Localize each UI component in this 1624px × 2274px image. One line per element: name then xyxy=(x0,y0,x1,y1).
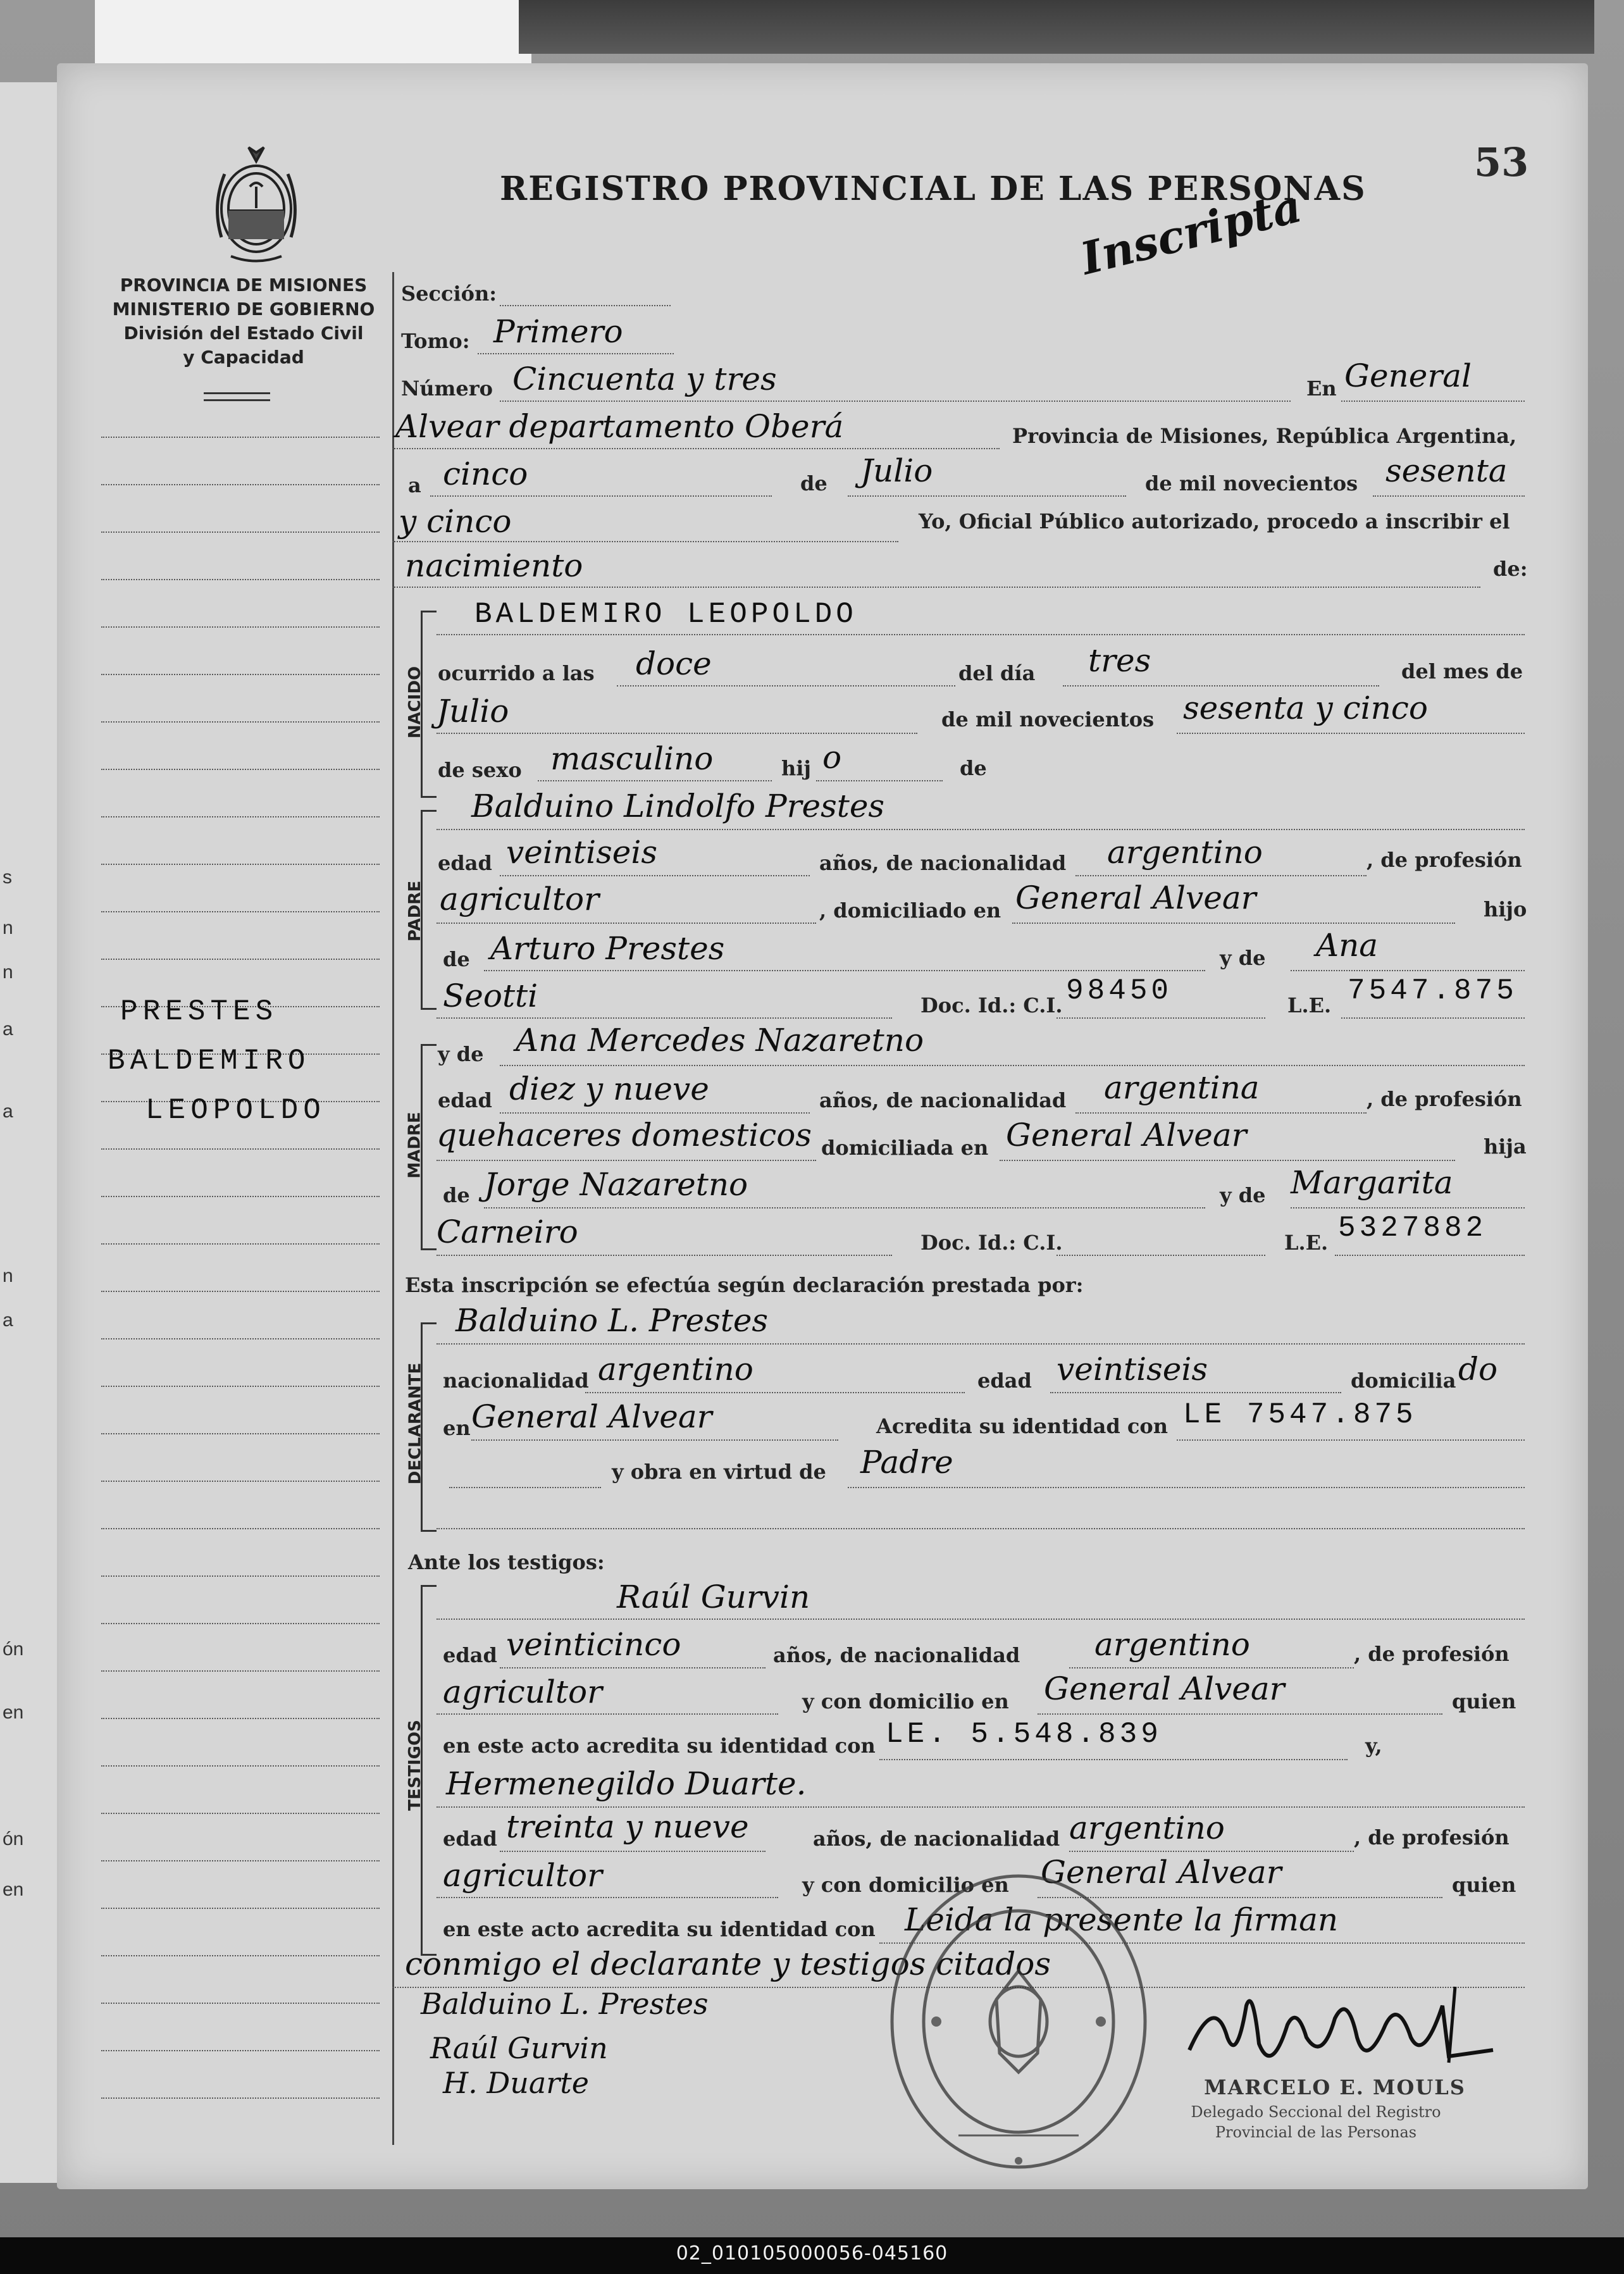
margin-given-name: BALDEMIRO xyxy=(108,1045,311,1078)
label-t2-profesion: , de profesión xyxy=(1354,1825,1509,1849)
field-decl-nac: argentino xyxy=(598,1351,753,1388)
line-padre-prof xyxy=(437,923,816,924)
line-decl-virtud xyxy=(848,1487,1525,1488)
line-madre-madre-a xyxy=(1291,1207,1525,1208)
field-madre-dom: General Alvear xyxy=(1006,1117,1247,1153)
label-y-de-madre: y de xyxy=(438,1042,484,1066)
label-decl-edad: edad xyxy=(977,1369,1032,1393)
field-padre-edad: veintiseis xyxy=(506,834,658,871)
line-decl-en xyxy=(471,1439,838,1441)
field-decl-doc: LE 7547.875 xyxy=(1183,1398,1417,1431)
label-t1-anos-nac: años, de nacionalidad xyxy=(773,1643,1020,1667)
label-t1-y: y, xyxy=(1365,1734,1382,1758)
field-tomo: Primero xyxy=(493,313,623,350)
field-sexo: masculino xyxy=(550,740,714,777)
line-t1-prof xyxy=(437,1713,778,1715)
field-decl-virtud: Padre xyxy=(860,1444,953,1481)
field-t1-nombre: Raúl Gurvin xyxy=(617,1579,810,1615)
label-hij: hij xyxy=(781,756,811,780)
line-dia-nac xyxy=(1063,685,1379,687)
line-decl-doc xyxy=(1177,1439,1525,1441)
label-hija: hija xyxy=(1484,1134,1527,1159)
label-decl-nacionalidad: nacionalidad xyxy=(443,1369,589,1393)
label-numero: Número xyxy=(401,376,493,401)
line-anio-b xyxy=(392,541,898,542)
division-line-1: División del Estado Civil xyxy=(123,323,364,344)
line-padre-nombre xyxy=(437,829,1525,830)
field-padre-dom: General Alvear xyxy=(1015,879,1256,916)
field-madre-edad: diez y nueve xyxy=(509,1071,709,1107)
field-decl-nombre: Balduino L. Prestes xyxy=(456,1302,769,1339)
line-sexo xyxy=(538,780,772,781)
field-madre-padre: Jorge Nazaretno xyxy=(484,1166,748,1203)
line-t1-nac xyxy=(1069,1667,1354,1668)
line-padre-madre-a xyxy=(1291,970,1525,971)
field-padre-padre: Arturo Prestes xyxy=(490,930,725,967)
label-decl-domicilia: domicilia xyxy=(1351,1369,1456,1393)
official-title-line-1: Delegado Seccional del Registro xyxy=(1191,2103,1441,2121)
line-hora xyxy=(617,685,955,687)
label-provincia: Provincia de Misiones, República Argentina, xyxy=(1012,424,1517,448)
ministry-name: MINISTERIO DE GOBIERNO xyxy=(112,299,375,320)
label-hijo: hijo xyxy=(1484,897,1527,921)
label-padre-doc-ci: Doc. Id.: C.I. xyxy=(920,993,1063,1017)
field-t1-dom: General Alvear xyxy=(1044,1670,1285,1707)
label-decl-en: en xyxy=(443,1416,471,1440)
label-seccion: Sección: xyxy=(401,282,497,306)
label-y-de-madre-madre: y de xyxy=(1220,1183,1266,1207)
field-padre-prof: agricultor xyxy=(440,881,600,917)
line-tomo xyxy=(478,353,674,354)
line-t1-doc xyxy=(879,1759,1348,1760)
label-esta-inscripcion: Esta inscripción se efectúa según declaración prestada por: xyxy=(405,1273,1084,1297)
line-t1-nombre xyxy=(437,1619,1525,1620)
line-madre-madre-b xyxy=(437,1255,892,1256)
line-padre-edad xyxy=(500,875,810,876)
label-en: En xyxy=(1306,376,1337,401)
label-padre-edad: edad xyxy=(438,851,492,875)
field-t2-dom: General Alvear xyxy=(1041,1854,1282,1891)
field-padre-nombre: Balduino Lindolfo Prestes xyxy=(471,788,885,824)
line-t2-edad xyxy=(500,1851,766,1852)
field-madre-le: 5327882 xyxy=(1338,1212,1487,1245)
signature-testigo-1: Raúl Gurvin xyxy=(430,2031,608,2065)
label-madre-profesion: , de profesión xyxy=(1367,1087,1522,1111)
label-decl-y-obra: y obra en virtud de xyxy=(612,1460,826,1484)
label-padre-le: L.E. xyxy=(1287,993,1332,1017)
field-anio-a: sesenta xyxy=(1385,452,1508,489)
line-numero xyxy=(500,401,1291,402)
official-seal-icon xyxy=(883,1863,1155,2180)
line-padre-ci xyxy=(1057,1017,1265,1019)
field-madre-nombre: Ana Mercedes Nazaretno xyxy=(516,1022,924,1059)
label-t1-profesion: , de profesión xyxy=(1354,1642,1509,1666)
field-decl-edad: veintiseis xyxy=(1057,1351,1208,1388)
label-domiciliada: domiciliada en xyxy=(821,1136,989,1160)
label-de-padres: de xyxy=(960,756,987,780)
line-seccion xyxy=(500,305,671,306)
inscribed-stamp: Inscripta xyxy=(1075,179,1307,285)
label-decl-acredita: Acredita su identidad con xyxy=(876,1414,1168,1438)
closing-line-b: conmigo el declarante y testigos citados xyxy=(405,1946,1051,1982)
line-padre-le xyxy=(1341,1017,1525,1019)
field-anio-b: y cinco xyxy=(399,503,512,540)
label-a: a xyxy=(408,473,421,497)
line-t2-prof xyxy=(437,1897,778,1898)
line-madre-padre xyxy=(484,1207,1205,1208)
line-t2-nombre xyxy=(437,1806,1525,1808)
field-padre-nac: argentino xyxy=(1107,834,1263,871)
field-mes-nac: Julio xyxy=(437,693,509,730)
field-en-place: General xyxy=(1344,357,1472,394)
field-anio-nac: sesenta y cinco xyxy=(1183,690,1428,726)
label-domiciliado: , domiciliado en xyxy=(819,898,1001,923)
signature-testigo-2: H. Duarte xyxy=(443,2066,589,2100)
official-title xyxy=(1132,2102,1499,2142)
field-nombre-nacido: BALDEMIRO LEOPOLDO xyxy=(474,598,857,631)
line-padre-dom xyxy=(1012,923,1455,924)
label-de-mes: de xyxy=(800,471,827,495)
label-y-de-padre: y de xyxy=(1220,946,1266,970)
label-t1-quien: quien xyxy=(1452,1689,1516,1713)
margin-middle-name: LEOPOLDO xyxy=(146,1094,326,1127)
field-decl-dom-suffix: do xyxy=(1458,1351,1498,1388)
line-madre-ci xyxy=(1057,1255,1265,1256)
book-spine-edge xyxy=(519,0,1594,54)
line-mes xyxy=(848,495,1126,497)
line-t2-nac xyxy=(1069,1851,1354,1852)
margin-surname: PRESTES xyxy=(120,995,278,1028)
argentine-coat-of-arms-icon xyxy=(206,142,307,269)
field-madre-nac: argentina xyxy=(1104,1069,1260,1106)
label-padre-anos-nac: años, de nacionalidad xyxy=(819,851,1067,875)
page-number: 53 xyxy=(1474,139,1529,185)
field-padre-le: 7547.875 xyxy=(1348,974,1518,1007)
field-madre-prof: quehaceres domesticos xyxy=(437,1117,812,1153)
label-t2-quien: quien xyxy=(1452,1873,1516,1897)
field-dia-nac: tres xyxy=(1088,642,1151,679)
label-del-mes: del mes de xyxy=(1401,659,1523,683)
label-madre-edad: edad xyxy=(438,1088,492,1112)
line-decl-blank xyxy=(437,1528,1525,1529)
field-t1-nac: argentino xyxy=(1094,1626,1250,1663)
field-madre-madre-a: Margarita xyxy=(1291,1164,1453,1201)
line-anio-nac xyxy=(1177,733,1525,734)
label-t2-con-domicilio: y con domicilio en xyxy=(802,1873,1009,1897)
label-ocurrido: ocurrido a las xyxy=(438,661,595,685)
line-madre-nombre xyxy=(500,1065,1525,1066)
image-identifier: 02_010105000056-045160 xyxy=(676,2242,948,2265)
label-t1-con-domicilio: y con domicilio en xyxy=(802,1689,1009,1713)
line-madre-le xyxy=(1335,1255,1525,1256)
field-hij-suffix: o xyxy=(822,739,842,776)
label-yo-oficial: Yo, Oficial Público autorizado, procedo a inscribir el xyxy=(919,509,1510,533)
margin-index-name xyxy=(108,987,326,1135)
label-t2-en-este-acto: en este acto acredita su identidad con xyxy=(443,1917,876,1941)
line-mes-nac xyxy=(437,733,917,734)
label-tomo: Tomo: xyxy=(401,329,470,353)
field-hora: doce xyxy=(636,645,712,682)
field-mes: Julio xyxy=(860,452,933,489)
line-madre-edad xyxy=(500,1112,810,1114)
ministry-heading xyxy=(95,273,392,370)
field-padre-ci: 98450 xyxy=(1066,974,1173,1007)
label-ante-testigos: Ante los testigos: xyxy=(408,1550,605,1574)
line-padre-padre xyxy=(484,970,1205,971)
label-de-mil-novecientos: de mil novecientos xyxy=(1145,471,1358,495)
field-t2-nac: argentino xyxy=(1069,1810,1225,1846)
field-t2-nombre: Hermenegildo Duarte. xyxy=(446,1765,807,1802)
label-de-madre-padre: de xyxy=(443,1183,470,1207)
section-label-madre: MADRE xyxy=(406,1112,425,1179)
field-decl-en: General Alvear xyxy=(471,1398,712,1435)
field-place-continued: Alvear departamento Oberá xyxy=(395,408,844,445)
label-de-colon: de: xyxy=(1493,557,1528,581)
field-acto: nacimiento xyxy=(405,547,583,584)
line-decl-edad xyxy=(1050,1392,1341,1393)
label-de-padre-padre: de xyxy=(443,947,470,971)
line-decl-nombre xyxy=(437,1343,1525,1345)
field-t1-edad: veinticinco xyxy=(506,1626,681,1663)
closing-line-a: Leida la presente la firman xyxy=(905,1901,1339,1938)
official-name: MARCELO E. MOULS xyxy=(1204,2075,1466,2099)
field-numero: Cincuenta y tres xyxy=(512,361,777,397)
line-anio-a xyxy=(1373,495,1525,497)
label-t2-edad: edad xyxy=(443,1827,497,1851)
official-signature-icon xyxy=(1177,1968,1506,2082)
field-dia: cinco xyxy=(443,456,528,492)
top-paper-strip xyxy=(95,0,531,70)
division-line-2: y Capacidad xyxy=(183,347,304,368)
label-del-dia: del día xyxy=(958,661,1036,685)
section-label-nacido: NACIDO xyxy=(406,666,425,739)
field-t1-doc: LE. 5.548.839 xyxy=(886,1718,1162,1751)
line-acto xyxy=(392,587,1480,588)
field-madre-madre-b: Carneiro xyxy=(437,1214,578,1250)
signature-declarante: Balduino L. Prestes xyxy=(421,1987,709,2021)
section-label-testigos: TESTIGOS xyxy=(406,1720,425,1811)
margin-divider xyxy=(392,272,394,2145)
label-t1-edad: edad xyxy=(443,1643,497,1667)
label-madre-le: L.E. xyxy=(1284,1231,1329,1255)
registry-title: REGISTRO PROVINCIAL DE LAS PERSONAS xyxy=(500,170,1367,208)
section-label-declarante: DECLARANTE xyxy=(406,1362,425,1485)
label-t1-en-este-acto: en este acto acredita su identidad con xyxy=(443,1734,876,1758)
line-padre-nac xyxy=(1075,875,1367,876)
label-madre-doc-ci: Doc. Id.: C.I. xyxy=(920,1231,1063,1255)
line-madre-prof xyxy=(437,1160,816,1161)
line-madre-nac xyxy=(1075,1112,1367,1114)
official-title-line-2: Provincial de las Personas xyxy=(1215,2123,1417,2141)
previous-page-text-fragments: s n n a a n a ón en ón en xyxy=(3,867,24,1900)
line-t1-dom xyxy=(1038,1713,1442,1715)
line-t1-edad xyxy=(500,1667,766,1668)
field-padre-madre-a: Ana xyxy=(1316,927,1379,964)
field-padre-madre-b: Seotti xyxy=(443,978,538,1014)
heading-underline xyxy=(204,392,270,401)
line-place-continued xyxy=(392,448,1000,449)
line-en xyxy=(1341,401,1525,402)
section-label-padre: PADRE xyxy=(406,880,425,942)
field-t1-prof: agricultor xyxy=(443,1674,603,1710)
line-padre-madre-b xyxy=(437,1017,892,1019)
label-t2-anos-nac: años, de nacionalidad xyxy=(813,1827,1060,1851)
label-de-sexo: de sexo xyxy=(438,758,522,782)
field-t2-edad: treinta y nueve xyxy=(506,1808,749,1845)
province-name: PROVINCIA DE MISIONES xyxy=(120,275,368,295)
line-nombre-nacido xyxy=(437,634,1525,635)
line-dia xyxy=(430,495,772,497)
line-madre-dom xyxy=(1000,1160,1455,1161)
label-de-mil-nov-nac: de mil novecientos xyxy=(941,707,1155,731)
line-decl-nac xyxy=(585,1392,965,1393)
label-padre-profesion: , de profesión xyxy=(1367,848,1522,872)
label-madre-anos-nac: años, de nacionalidad xyxy=(819,1088,1067,1112)
line-decl-virtud-a xyxy=(449,1487,601,1488)
margin-ruled-lines xyxy=(101,437,380,2145)
line-hij xyxy=(816,780,943,781)
field-t2-prof: agricultor xyxy=(443,1857,603,1894)
